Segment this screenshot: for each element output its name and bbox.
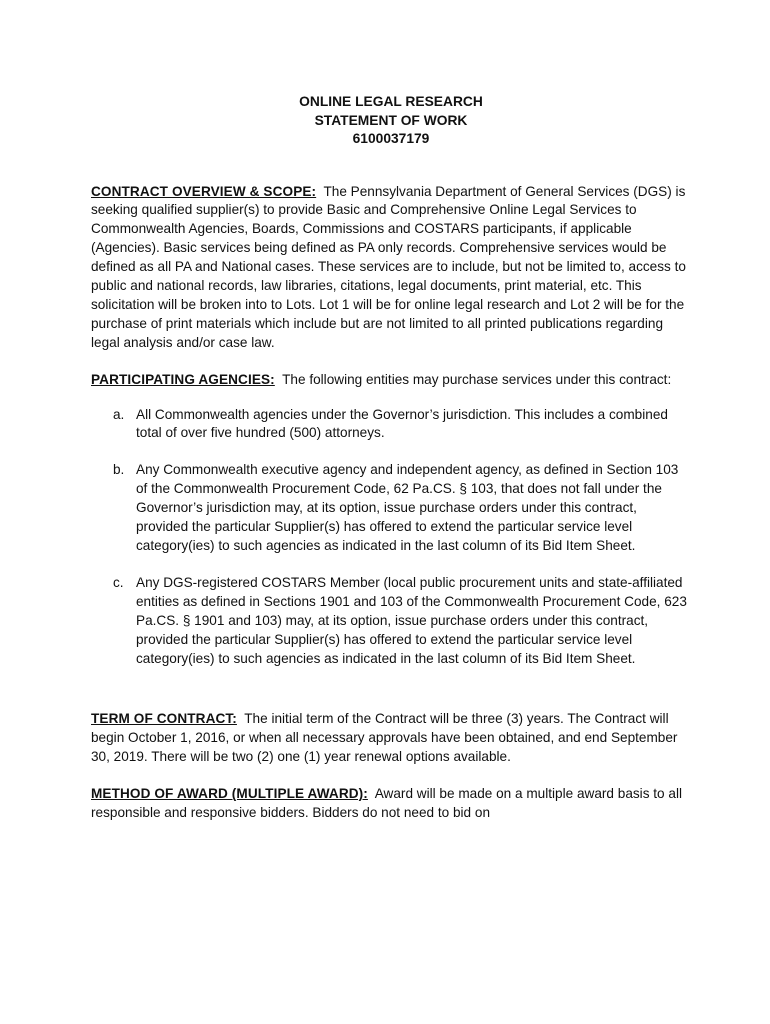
term-of-contract-section	[91, 710, 691, 767]
contract-overview-section	[91, 183, 691, 353]
method-of-award-heading: METHOD OF AWARD (MULTIPLE AWARD):	[91, 786, 368, 802]
participating-agencies-section	[91, 371, 691, 669]
method-of-award-paragraph	[91, 785, 691, 823]
method-of-award-section	[91, 785, 691, 823]
participating-agencies-body: The following entities may purchase services under this contract:	[282, 371, 672, 387]
participating-agencies-heading: PARTICIPATING AGENCIES:	[91, 371, 275, 387]
contract-overview-paragraph	[91, 183, 691, 353]
title-line-2: STATEMENT OF WORK	[314, 112, 468, 128]
document-title	[91, 93, 691, 149]
agency-list-item	[91, 574, 691, 669]
title-line-1: ONLINE LEGAL RESEARCH	[299, 94, 483, 109]
list-item-text: All Commonwealth agencies under the Governor’s jurisdiction. This includes a combined total of over five hundred (500) attorneys.	[136, 406, 668, 441]
list-item-text: Any DGS-registered COSTARS Member (local public procurement units and state-affiliated entities as defined in Sections 1901 and 103 of the Commonwealth Procurement Code, 623 Pa.CS. § 1901 and 103) may, at its option, issue purchase orders under this contract, provided the particular Supplier(s) has offered to extend the particular service level category(ies) to such agencies as indicated in the last column of its Bid Item Sheet.	[136, 574, 687, 666]
participating-agencies-paragraph	[91, 371, 691, 390]
agency-list-item	[91, 461, 691, 556]
list-marker: a.	[113, 406, 125, 422]
contract-overview-body: The Pennsylvania Department of General Services (DGS) is seeking qualified supplier(s) to provide Basic and Comprehensive Online Legal Services to Commonwealth Agencies, Boards, Commissions and COSTARS participants, if applicable (Agencies). Basic services being defined as PA only records. Comprehensive services would be defined as all PA and National cases. These services are to include, but not be limited to, access to public and national records, law libraries, citations, legal documents, print material, etc. This solicitation will be broken into to Lots. Lot 1 will be for online legal research and Lot 2 will be for the purchase of print materials which include but are not limited to all printed publications regarding legal analysis and/or case law.	[91, 183, 686, 350]
list-marker: c.	[113, 574, 124, 590]
list-marker: b.	[113, 462, 125, 478]
term-of-contract-heading: TERM OF CONTRACT:	[91, 711, 237, 727]
agency-list	[91, 406, 691, 669]
contract-number: 6100037179	[352, 131, 430, 146]
term-of-contract-body: The initial term of the Contract will be three (3) years. The Contract will begin October 1, 2016, or when all necessary approvals have been obtained, and end September 30, 2019. There will be two (2) one (1) year renewal options available.	[91, 711, 678, 765]
list-item-text: Any Commonwealth executive agency and independent agency, as defined in Section 103 of the Commonwealth Procurement Code, 62 Pa.CS. § 103, that does not fall under the Governor’s jurisdiction may, at its option, issue purchase orders under this contract, provided the particular Supplier(s) has offered to extend the particular service level category(ies) to such agencies as indicated in the last column of its Bid Item Sheet.	[136, 462, 679, 553]
document-page	[91, 93, 691, 841]
term-of-contract-paragraph	[91, 710, 691, 767]
method-of-award-body: Award will be made on a multiple award basis to all responsible and responsive bidders. Bidders do not need to bid on	[91, 786, 682, 821]
contract-overview-heading: CONTRACT OVERVIEW & SCOPE:	[91, 183, 317, 199]
agency-list-item	[91, 406, 691, 444]
